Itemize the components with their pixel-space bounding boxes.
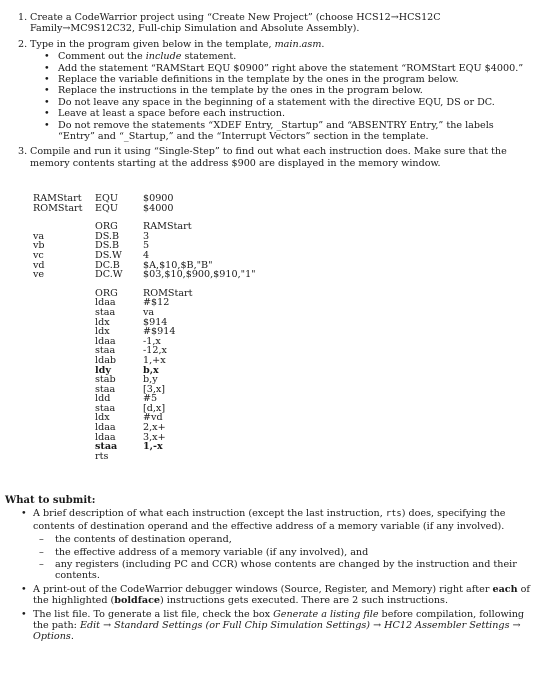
code-opcode: ORG <box>95 287 118 299</box>
code-label <box>33 318 95 328</box>
code-label <box>33 394 95 404</box>
code-opcode: stab <box>95 374 116 386</box>
dash-item: – the contents of destination operand, <box>33 534 535 545</box>
code-label <box>33 327 95 337</box>
code-label <box>33 433 95 443</box>
code-opcode: ldaa <box>95 335 116 347</box>
code-label: va <box>33 230 45 242</box>
code-label <box>33 375 95 385</box>
code-operand: 4 <box>143 249 150 261</box>
code-label <box>33 337 95 347</box>
code-opcode: ldx <box>95 326 110 338</box>
code-label <box>33 289 95 299</box>
step-3 <box>14 146 532 169</box>
code-operand: [d,x] <box>143 402 166 414</box>
step-number: 2. <box>18 38 28 50</box>
bullet-item: • Do not leave any space in the beginning of a statement with the directive EQU, DS or DC. <box>30 97 532 108</box>
code-operand: -1,x <box>143 335 161 347</box>
code-label <box>33 346 95 356</box>
code-opcode: ldaa <box>95 297 116 309</box>
code-opcode: ldab <box>95 354 117 366</box>
code-opcode: DC.W <box>95 269 123 281</box>
code-opcode: staa <box>95 345 116 357</box>
code-label <box>33 308 95 318</box>
code-operand: $0900 <box>143 193 174 204</box>
code-line <box>33 452 263 462</box>
code-operand: #5 <box>143 393 158 405</box>
code-label <box>33 404 95 414</box>
code-opcode: staa <box>95 441 118 453</box>
code-operand: $03,$10,$900,$910,"1" <box>143 269 256 281</box>
code-label <box>33 423 95 433</box>
code-operand: 2,x+ <box>143 422 166 434</box>
step-2 <box>14 39 532 143</box>
step-number: 1. <box>18 12 28 23</box>
code-operand: b,x <box>143 364 159 376</box>
code-operand: 3 <box>143 230 150 242</box>
code-opcode: staa <box>95 306 116 318</box>
code-opcode: ldx <box>95 412 110 424</box>
submit-item-description: • A brief description of what each instruction (except the last instruction, rts) does, specifying the contents of destination operand and the effective address of a memory variable (if any involved). – the contents of destination operand, – the effective address of a memory variable (if any involved), and – any registers (including PC and CCR) whose contents are changed by the instruction and their contents. <box>5 508 535 581</box>
code-operand: $A,$10,$B,"B" <box>143 259 213 271</box>
bullet-item: • Replace the instructions in the template by the ones in the program below. <box>30 85 532 96</box>
code-operand: #vd <box>143 412 163 424</box>
code-line <box>33 270 263 280</box>
code-label: vd <box>33 259 45 271</box>
submit-heading: What to submit: <box>5 495 96 506</box>
description-subitems <box>33 534 535 582</box>
code-opcode: ldy <box>95 364 111 376</box>
code-opcode: ldaa <box>95 431 116 443</box>
step-text: Create a CodeWarrior project using “Create New Project” (choose HCS12→HCS12C Family→MC9S12C32, Full-chip Simulation and Absolute Assembly). <box>30 12 441 35</box>
code-operand: ROMStart <box>143 287 193 299</box>
code-opcode: ldd <box>95 393 111 405</box>
code-opcode: EQU <box>95 202 118 214</box>
code-line <box>33 204 263 214</box>
code-operand: 1,+x <box>143 354 166 366</box>
code-operand: $914 <box>143 316 168 328</box>
code-line <box>33 442 263 452</box>
code-opcode: ldaa <box>95 422 116 434</box>
code-opcode: DS.B <box>95 230 120 242</box>
code-opcode: DS.W <box>95 249 122 261</box>
code-label <box>33 366 95 376</box>
code-opcode: ORG <box>95 221 118 233</box>
code-label: vb <box>33 240 45 252</box>
submit-item-listfile: • The list file. To generate a list file, check the box Generate a listing file before compilation, following the path: Edit → Standard Settings (or Full Chip Simulation Settings) → HC12 Assembler Settings → Options. <box>5 609 535 643</box>
code-opcode: DC.B <box>95 259 120 271</box>
bullet-item: • Add the statement “RAMStart EQU $0900” right above the statement “ROMStart EQU $4000.” <box>30 63 532 74</box>
code-label <box>33 356 95 366</box>
code-opcode: EQU <box>95 193 118 204</box>
code-operand: 3,x+ <box>143 431 166 443</box>
code-label: vc <box>33 249 44 261</box>
assembly-listing <box>33 194 263 461</box>
code-operand: [3,x] <box>143 383 166 395</box>
code-operand: $4000 <box>143 202 174 214</box>
dash-item: – the effective address of a memory variable (if any involved), and <box>33 547 535 558</box>
code-opcode: DS.B <box>95 240 120 252</box>
code-operand: -12,x <box>143 345 167 357</box>
code-label: ROMStart <box>33 202 83 214</box>
code-operand: #$12 <box>143 297 170 309</box>
code-opcode: rts <box>95 450 109 462</box>
code-label <box>33 413 95 423</box>
code-operand: 5 <box>143 240 150 252</box>
instruction-steps <box>14 12 532 173</box>
bullet-item: • Leave at least a space before each instruction. <box>30 108 532 119</box>
code-label <box>33 385 95 395</box>
step-text: Type in the program given below in the template, main.asm. <box>30 38 325 50</box>
code-label: ve <box>33 269 45 281</box>
step-2-bullets <box>30 51 532 142</box>
code-operand: va <box>143 306 155 318</box>
dash-item: – any registers (including PC and CCR) whose contents are changed by the instruction and their contents. <box>33 559 535 582</box>
code-opcode: staa <box>95 402 116 414</box>
bullet-item: • Do not remove the statements “XDEF Entry, _Startup” and “ABSENTRY Entry,” the labels “Entry” and “_Startup,” and the “Interrupt Vectors” section in the template. <box>30 120 532 143</box>
code-operand <box>143 452 263 462</box>
step-number: 3. <box>18 146 28 158</box>
bullet-item: • Comment out the include statement. <box>30 51 532 62</box>
step-1 <box>14 12 532 35</box>
what-to-submit <box>5 495 535 645</box>
code-operand: RAMStart <box>143 221 192 233</box>
code-operand: #$914 <box>143 326 176 338</box>
step-text: Compile and run it using “Single-Step” to find out what each instruction does. Make sure that the memory contents starting at the address $900 are displayed in the memory window. <box>30 146 507 169</box>
code-operand: 1,-x <box>143 441 163 453</box>
code-operand: b,y <box>143 374 158 386</box>
code-label: RAMStart <box>33 193 82 204</box>
code-label <box>33 442 95 452</box>
code-label <box>33 452 95 462</box>
bullet-item: • Replace the variable definitions in the template by the ones in the program below. <box>30 74 532 85</box>
code-opcode: ldx <box>95 316 110 328</box>
code-opcode: staa <box>95 383 116 395</box>
submit-item-printout: • A print-out of the CodeWarrior debugger windows (Source, Register, and Memory) right after each of the highlighted (boldface) instructions gets executed. There are 2 such instructions. <box>5 584 535 607</box>
code-label <box>33 298 95 308</box>
